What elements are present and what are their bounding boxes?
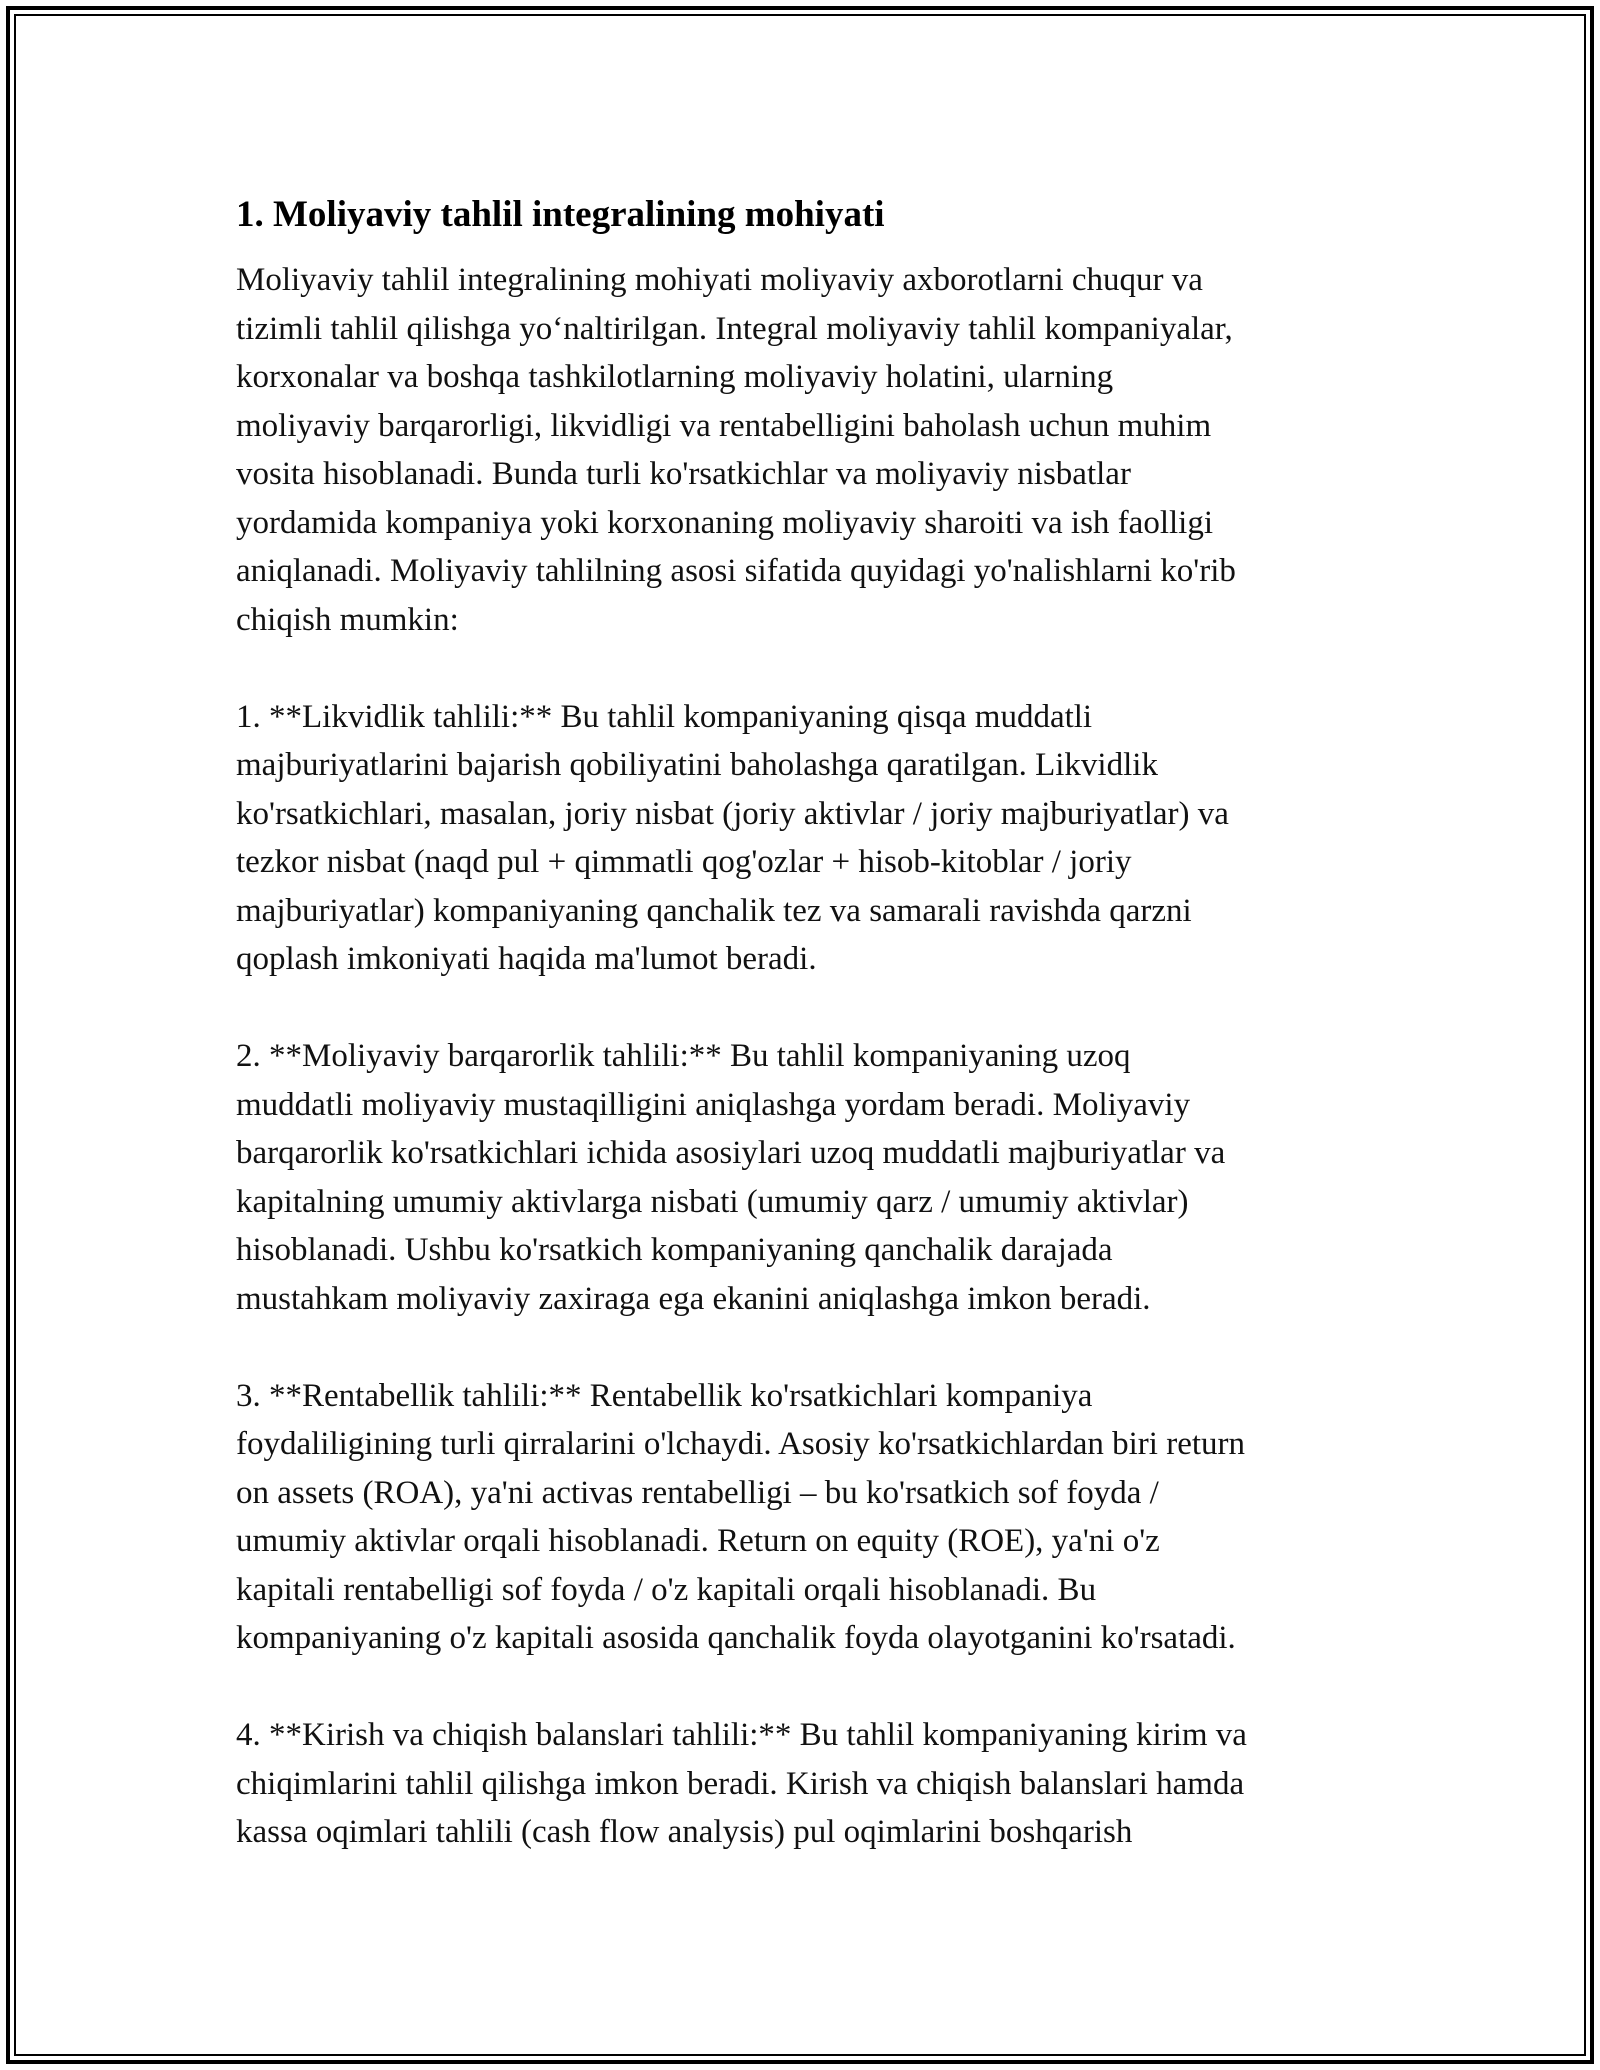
intro-paragraph: Moliyaviy tahlil integralining mohiyati moliyaviy axborotlarni chuqur va tizimli tahlil qilishga yo‘naltirilgan. Integral moliyaviy tahlil kompaniyalar, korxonalar va boshqa tashkilotlarning moliyaviy holatini, ularning moliyaviy barqarorligi, likvidligi va rentabelligini baholash uchun muhim vosita hisoblanadi. Bunda turli ko'rsatkichlar va moliyaviy nisbatlar yordamida kompaniya yoki korxonaning moliyaviy sharoiti va ish faolligi aniqlanadi. Moliyaviy tahlilning asosi sifatida quyidagi yo'nalishlarni ko'rib chiqish mumkin: xyxy=(236,262,1236,638)
profitability-analysis-paragraph: 3. **Rentabellik tahlili:** Rentabellik ko'rsatkichlari kompaniya foydaliligining turli qirralarini o'lchaydi. Asosiy ko'rsatkichlardan biri return on assets (ROA), ya'ni activas rentabelligi – bu ko'rsatkich sof foyda / umumiy aktivlar orqali hisoblanadi. Return on equity (ROE), ya'ni o'z kapitali rentabelligi sof foyda / o'z kapitali orqali hisoblanadi. Bu kompaniyaning o'z kapitali asosida qanchalik foyda olayotganini ko'rsatadi. xyxy=(236,1377,1245,1656)
cash-flow-analysis-paragraph: 4. **Kirish va chiqish balanslari tahlili:** Bu tahlil kompaniyaning kirim va chiqimlarini tahlil qilishga imkon beradi. Kirish va chiqish balanslari hamda kassa oqimlari tahlili (cash flow analysis) pul oqimlarini boshqarish xyxy=(236,1717,1247,1850)
stability-analysis-paragraph: 2. **Moliyaviy barqarorlik tahlili:** Bu tahlil kompaniyaning uzoq muddatli moliyaviy mustaqilligini aniqlashga yordam beradi. Moliyaviy barqarorlik ko'rsatkichlari ichida asosiylari uzoq muddatli majburiyatlar va kapitalning umumiy aktivlarga nisbati (umumiy qarz / umumiy aktivlar) hisoblanadi. Ushbu ko'rsatkich kompaniyaning qanchalik darajada mustahkam moliyaviy zaxiraga ega ekanini aniqlashga imkon beradi. xyxy=(236,1038,1226,1317)
document-content xyxy=(236,186,1376,1857)
liquidity-analysis-paragraph: 1. **Likvidlik tahlili:** Bu tahlil kompaniyaning qisqa muddatli majburiyatlarini bajarish qobiliyatini baholashga qaratilgan. Likvidlik ko'rsatkichlari, masalan, joriy nisbat (joriy aktivlar / joriy majburiyatlar) va tezkor nisbat (naqd pul + qimmatli qog'ozlar + hisob-kitoblar / joriy majburiyatlar) kompaniyaning qanchalik tez va samarali ravishda qarzni qoplash imkoniyati haqida ma'lumot beradi. xyxy=(236,698,1229,977)
section-heading: 1. Moliyaviy tahlil integralining mohiyati xyxy=(236,194,885,235)
